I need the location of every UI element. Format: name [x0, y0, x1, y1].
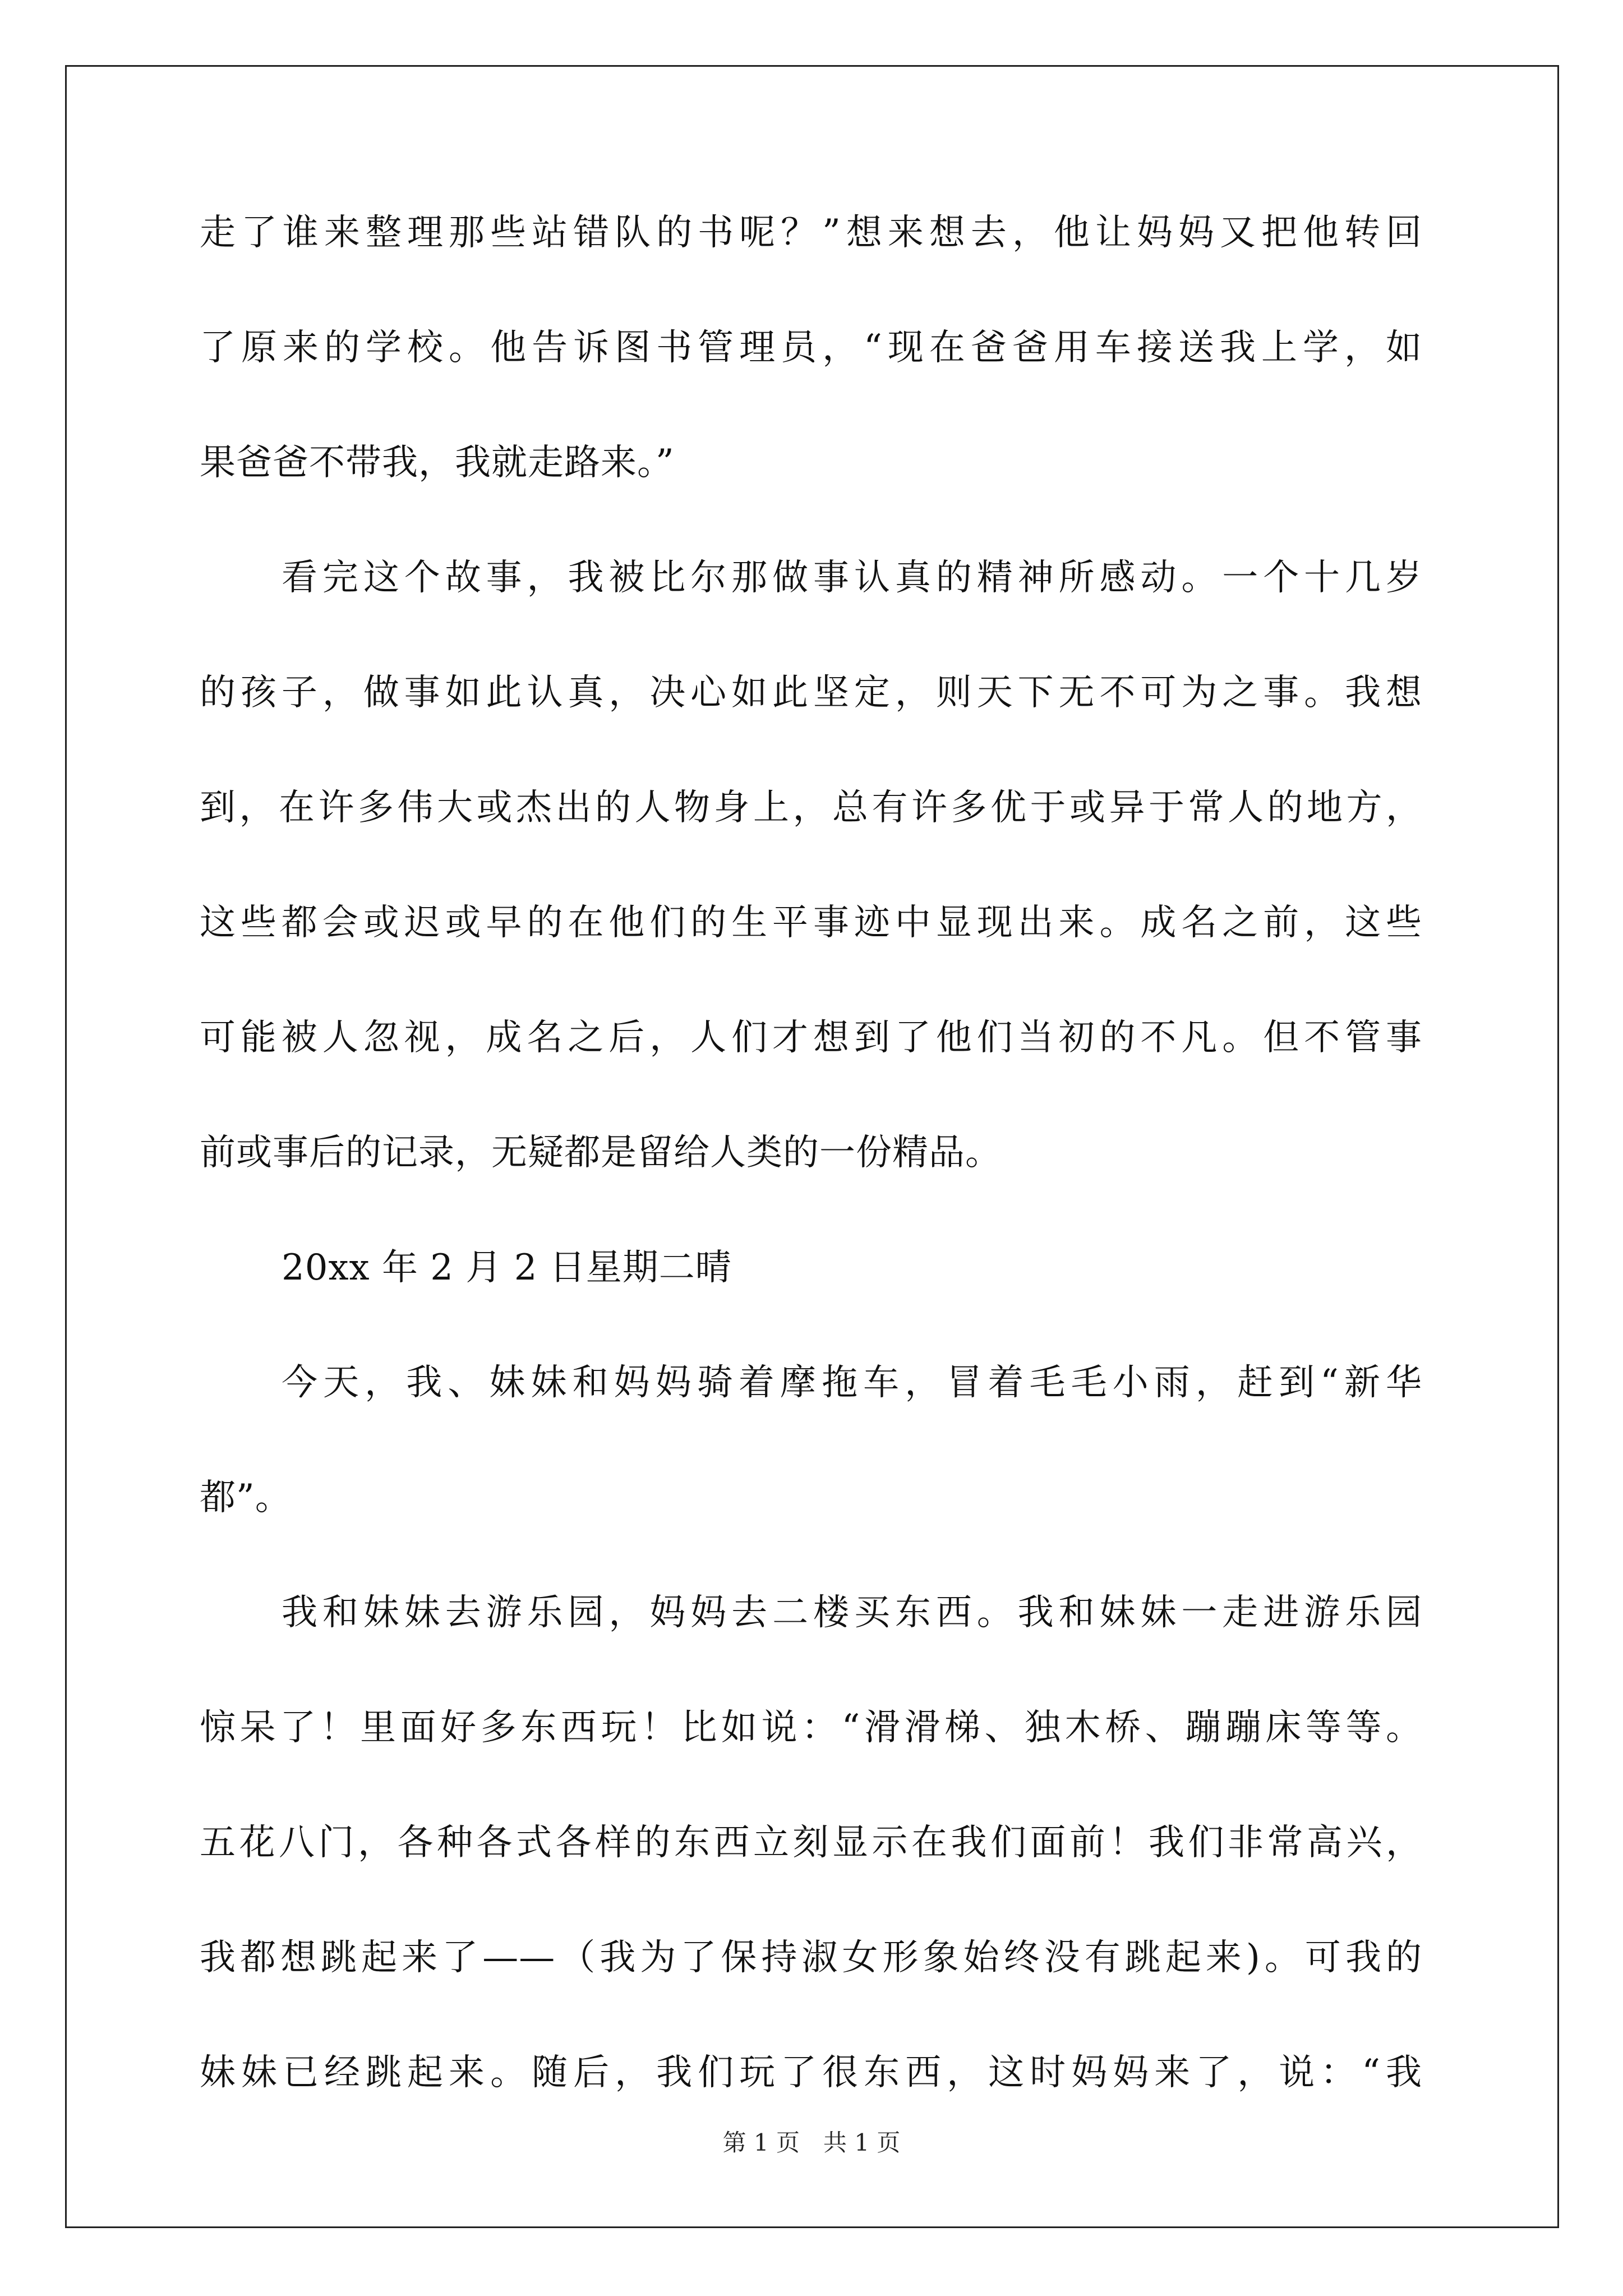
paragraph-line: 这些都会或迟或早的在他们的生平事迹中显现出来。成名之前，这些 [200, 902, 1422, 944]
paragraph-line: 五花八门，各种各式各样的东西立刻显示在我们面前！我们非常高兴， [200, 1822, 1422, 1864]
paragraph-line: 都”。 [200, 1477, 292, 1519]
paragraph-line: 可能被人忽视，成名之后，人们才想到了他们当初的不凡。但不管事 [200, 1017, 1422, 1059]
paragraph-line: 我和妹妹去游乐园，妈妈去二楼买东西。我和妹妹一走进游乐园 [282, 1592, 1422, 1634]
paragraph-line: 妹妹已经跳起来。随后，我们玩了很东西，这时妈妈来了，说：“我 [200, 2052, 1422, 2093]
paragraph-line: 今天，我、妹妹和妈妈骑着摩拖车，冒着毛毛小雨，赶到“新华 [282, 1362, 1422, 1404]
diary-date-line: 20xx 年 2 月 2 日星期二晴 [282, 1247, 732, 1289]
paragraph-line: 看完这个故事，我被比尔那做事认真的精神所感动。一个十几岁 [282, 557, 1422, 599]
paragraph-line: 我都想跳起来了——（我为了保持淑女形象始终没有跳起来)。可我的 [200, 1937, 1422, 1978]
paragraph-line: 惊呆了！里面好多东西玩！比如说：“滑滑梯、独木桥、蹦蹦床等等。 [200, 1707, 1422, 1749]
paragraph-line: 走了谁来整理那些站错队的书呢？”想来想去，他让妈妈又把他转回 [200, 212, 1422, 254]
page-footer: 第 1 页 共 1 页 [722, 2129, 901, 2156]
paragraph-line: 了原来的学校。他告诉图书管理员，“现在爸爸用车接送我上学，如 [200, 327, 1422, 369]
paragraph-line: 的孩子，做事如此认真，决心如此坚定，则天下无不可为之事。我想 [200, 672, 1422, 714]
paragraph-line: 到，在许多伟大或杰出的人物身上，总有许多优于或异于常人的地方， [200, 787, 1422, 829]
paragraph-line: 果爸爸不带我，我就走路来。” [200, 442, 675, 484]
paragraph-line: 前或事后的记录，无疑都是留给人类的一份精品。 [200, 1132, 1002, 1174]
